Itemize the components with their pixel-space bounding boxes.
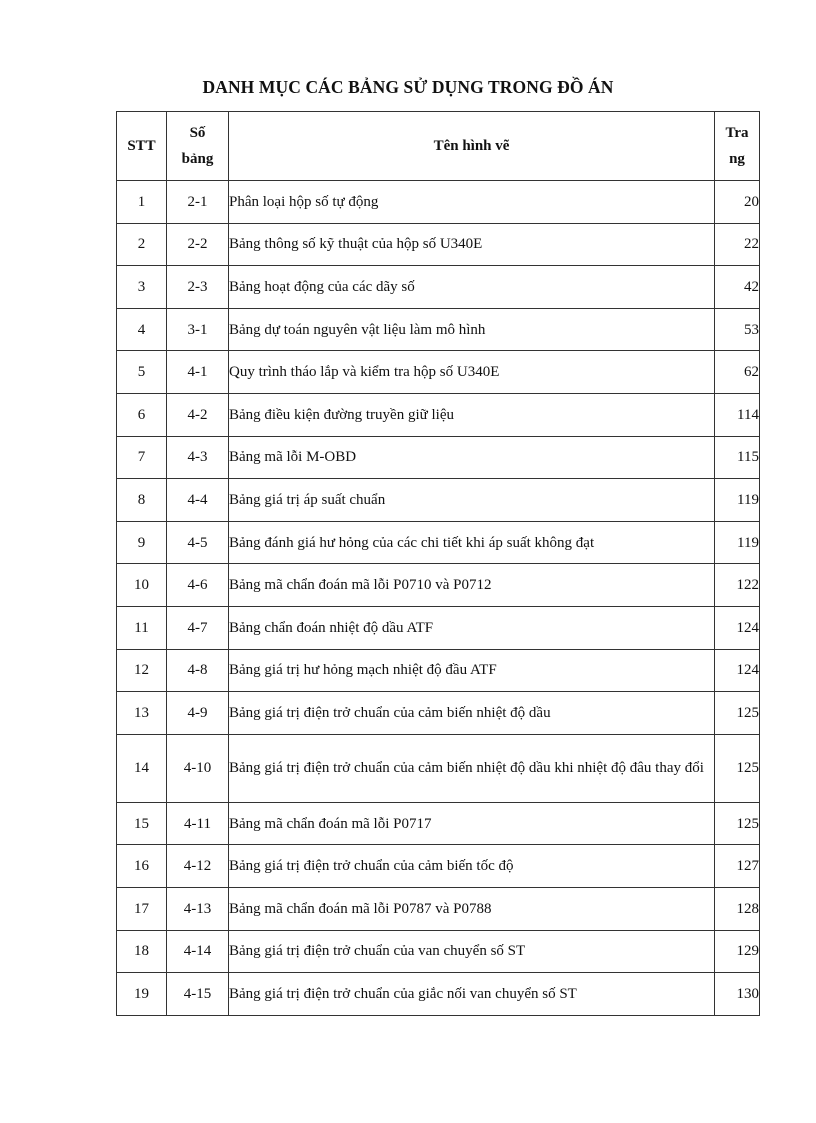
row-page: 22 (715, 223, 760, 266)
table-row (117, 223, 760, 266)
row-page: 115 (715, 436, 760, 479)
row-page: 42 (715, 266, 760, 309)
table-row (117, 479, 760, 522)
row-table-number: 4-5 (167, 521, 229, 564)
row-stt: 13 (117, 692, 167, 735)
row-table-number: 4-6 (167, 564, 229, 607)
row-table-name: Bảng giá trị hư hỏng mạch nhiệt độ đầu ATF (229, 649, 715, 692)
row-stt: 6 (117, 393, 167, 436)
table-row (117, 606, 760, 649)
row-page: 119 (715, 521, 760, 564)
row-page: 125 (715, 802, 760, 845)
header-table-number (167, 112, 229, 181)
row-stt: 16 (117, 845, 167, 888)
row-table-name: Quy trình tháo lắp và kiểm tra hộp số U340E (229, 351, 715, 394)
row-stt: 17 (117, 887, 167, 930)
row-table-number: 2-1 (167, 181, 229, 224)
row-stt: 10 (117, 564, 167, 607)
row-page: 129 (715, 930, 760, 973)
row-stt: 12 (117, 649, 167, 692)
row-table-name: Bảng giá trị điện trở chuẩn của cảm biến tốc độ (229, 845, 715, 888)
table-row (117, 845, 760, 888)
row-page: 62 (715, 351, 760, 394)
row-stt: 5 (117, 351, 167, 394)
header-page-line2: ng (729, 151, 745, 167)
header-table-name: Tên hình vẽ (229, 112, 715, 181)
header-table-number-line1: Số (189, 125, 206, 141)
row-page: 122 (715, 564, 760, 607)
row-stt: 15 (117, 802, 167, 845)
row-table-number: 4-14 (167, 930, 229, 973)
header-table-number-line2: bảng (181, 151, 214, 167)
row-stt: 1 (117, 181, 167, 224)
row-table-number: 4-10 (167, 734, 229, 802)
row-page: 124 (715, 606, 760, 649)
row-table-name: Bảng dự toán nguyên vật liệu làm mô hình (229, 308, 715, 351)
row-table-name: Phân loại hộp số tự động (229, 181, 715, 224)
page-title: DANH MỤC CÁC BẢNG SỬ DỤNG TRONG ĐỒ ÁN (202, 77, 614, 97)
row-stt: 11 (117, 606, 167, 649)
table-row (117, 436, 760, 479)
table-row (117, 351, 760, 394)
table-row (117, 649, 760, 692)
row-table-name: Bảng thông số kỹ thuật của hộp số U340E (229, 223, 715, 266)
row-table-name: Bảng mã chẩn đoán mã lỗi P0717 (229, 802, 715, 845)
row-table-name: Bảng mã chẩn đoán mã lỗi P0787 và P0788 (229, 887, 715, 930)
table-header-row (117, 112, 760, 181)
row-table-number: 4-7 (167, 606, 229, 649)
row-stt: 3 (117, 266, 167, 309)
table-row (117, 393, 760, 436)
row-stt: 19 (117, 973, 167, 1016)
row-page: 127 (715, 845, 760, 888)
row-table-number: 2-2 (167, 223, 229, 266)
table-row (117, 181, 760, 224)
row-table-name: Bảng điều kiện đường truyền giữ liệu (229, 393, 715, 436)
row-page: 53 (715, 308, 760, 351)
header-stt: STT (117, 112, 167, 181)
row-table-name: Bảng đánh giá hư hỏng của các chi tiết khi áp suất không đạt (229, 521, 715, 564)
row-table-name: Bảng chẩn đoán nhiệt độ dầu ATF (229, 606, 715, 649)
table-row (117, 564, 760, 607)
row-table-name: Bảng mã lỗi M-OBD (229, 436, 715, 479)
row-table-number: 2-3 (167, 266, 229, 309)
row-page: 114 (715, 393, 760, 436)
row-table-name: Bảng mã chẩn đoán mã lỗi P0710 và P0712 (229, 564, 715, 607)
table-row (117, 802, 760, 845)
row-page: 130 (715, 973, 760, 1016)
row-table-number: 4-8 (167, 649, 229, 692)
row-stt: 2 (117, 223, 167, 266)
row-stt: 7 (117, 436, 167, 479)
table-row (117, 266, 760, 309)
row-table-number: 3-1 (167, 308, 229, 351)
row-table-name: Bảng giá trị điện trở chuẩn của cảm biến nhiệt độ dầu khi nhiệt độ đâu thay đổi (229, 734, 715, 802)
row-table-name: Bảng hoạt động của các dãy số (229, 266, 715, 309)
row-table-name: Bảng giá trị điện trở chuẩn của giắc nối van chuyển số ST (229, 973, 715, 1016)
row-table-number: 4-1 (167, 351, 229, 394)
row-table-name: Bảng giá trị điện trở chuẩn của cảm biến nhiệt độ dầu (229, 692, 715, 735)
row-page: 128 (715, 887, 760, 930)
row-stt: 8 (117, 479, 167, 522)
header-page (715, 112, 760, 181)
row-table-number: 4-15 (167, 973, 229, 1016)
table-row (117, 734, 760, 802)
row-table-number: 4-12 (167, 845, 229, 888)
row-page: 124 (715, 649, 760, 692)
row-stt: 18 (117, 930, 167, 973)
row-table-name: Bảng giá trị điện trở chuẩn của van chuyển số ST (229, 930, 715, 973)
row-table-number: 4-3 (167, 436, 229, 479)
row-stt: 9 (117, 521, 167, 564)
table-row (117, 308, 760, 351)
row-table-number: 4-11 (167, 802, 229, 845)
table-row (117, 692, 760, 735)
row-page: 119 (715, 479, 760, 522)
row-table-number: 4-4 (167, 479, 229, 522)
table-row (117, 887, 760, 930)
row-table-number: 4-13 (167, 887, 229, 930)
row-stt: 14 (117, 734, 167, 802)
row-page: 125 (715, 692, 760, 735)
row-page: 125 (715, 734, 760, 802)
table-row (117, 973, 760, 1016)
row-table-number: 4-9 (167, 692, 229, 735)
row-page: 20 (715, 181, 760, 224)
row-table-number: 4-2 (167, 393, 229, 436)
table-row (117, 521, 760, 564)
table-list (116, 111, 760, 1016)
header-page-line1: Tra (725, 125, 749, 141)
table-body (117, 181, 760, 1016)
row-table-name: Bảng giá trị áp suất chuẩn (229, 479, 715, 522)
table-row (117, 930, 760, 973)
row-stt: 4 (117, 308, 167, 351)
